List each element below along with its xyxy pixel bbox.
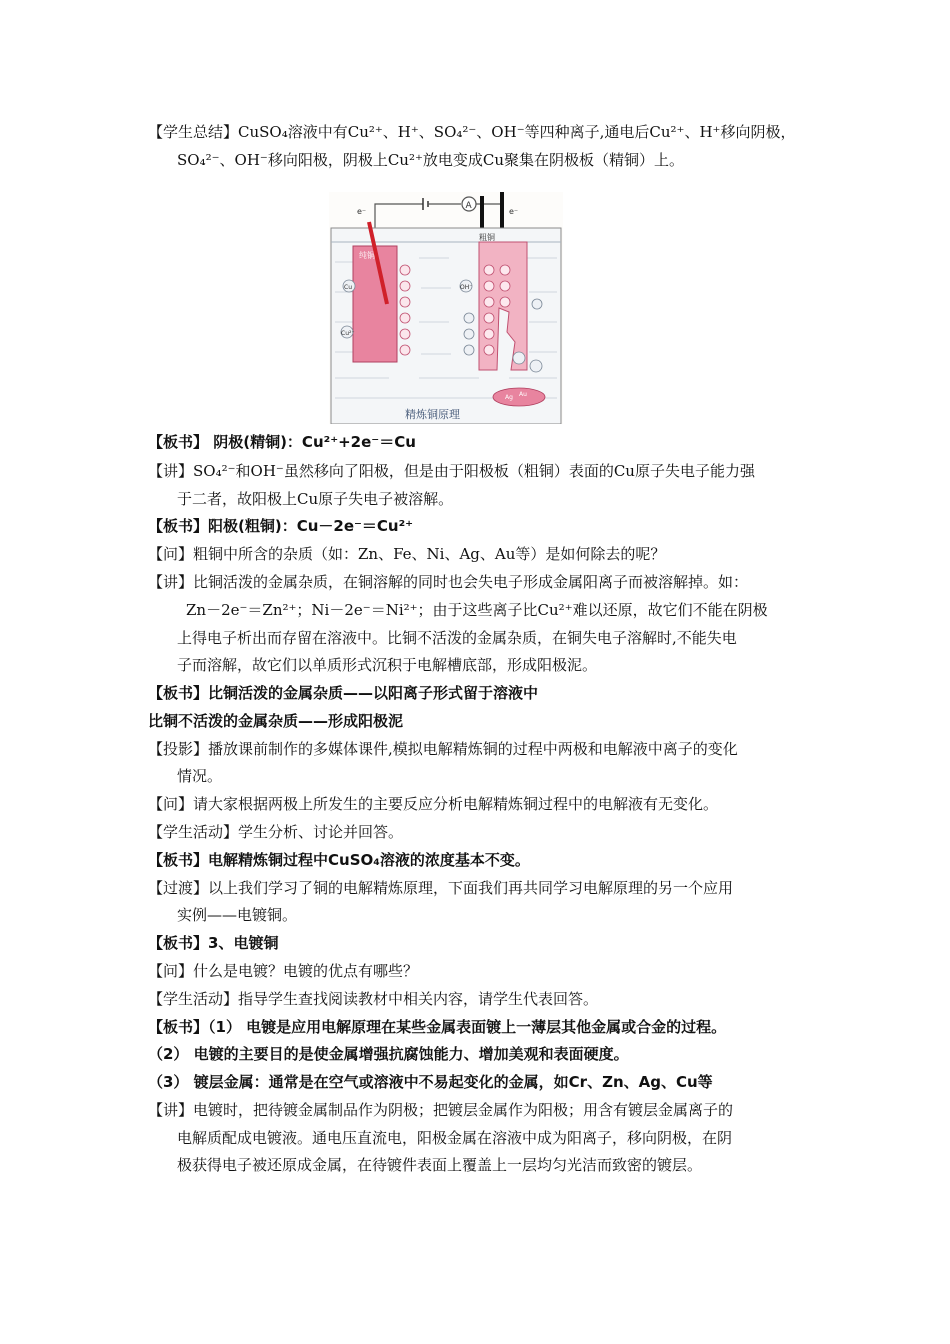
lecture-line-2: 于二者，故阳极上Cu原子失电子被溶解。 [177, 490, 454, 508]
board-concentration: 【板书】电解精炼铜过程中CuSO₄溶液的浓度基本不变。 [148, 851, 530, 869]
board-anode: 【板书】阳极(粗铜)：Cu－2e⁻＝Cu²⁺ [148, 517, 414, 535]
transition-line-2: 实例——电镀铜。 [177, 906, 298, 924]
lecture-plating-3: 极获得电子被还原成金属，在待镀件表面上覆盖上一层均匀光洁而致密的镀层。 [177, 1156, 703, 1174]
lecture-plating-2: 电解质配成电镀液。通电压直流电，阳极金属在溶液中成为阳离子，移向阴极，在阴 [177, 1129, 733, 1147]
svg-text:A: A [465, 201, 472, 211]
board-cathode: 【板书】 阴极(精铜)：Cu²⁺+2e⁻＝Cu [148, 433, 416, 451]
summary-line-2: SO₄²⁻、OH⁻移向阳极，阴极上Cu²⁺放电变成Cu聚集在阴极板（精铜）上。 [177, 151, 685, 169]
question-electrolyte: 【问】请大家根据两极上所发生的主要反应分析电解精炼铜过程中的电解液有无变化。 [148, 795, 719, 813]
svg-text:Au: Au [519, 391, 527, 398]
lecture-plating-1: 【讲】电镀时，把待镀金属制品作为阴极；把镀层金属作为阳极；用含有镀层金属离子的 [148, 1101, 734, 1119]
student-activity-2: 【学生活动】指导学生查找阅读教材中相关内容，请学生代表回答。 [148, 990, 599, 1008]
lecture-line-1: 【讲】SO₄²⁻和OH⁻虽然移向了阳极，但是由于阳极板（粗铜）表面的Cu原子失电子能力强 [148, 462, 755, 480]
electrolysis-cell-illustration [329, 192, 563, 424]
pure-copper-cathode [353, 246, 397, 362]
lecture-impurities-4: 子而溶解，故它们以单质形式沉积于电解槽底部，形成阳极泥。 [177, 656, 598, 674]
svg-text:OH⁻: OH⁻ [460, 284, 473, 291]
lecture-impurities-2: Zn－2e⁻＝Zn²⁺；Ni－2e⁻＝Ni²⁺；由于这些离子比Cu²⁺难以还原，故它们不能在阴极 [186, 601, 768, 619]
board-point-3: （3） 镀层金属：通常是在空气或溶液中不易起变化的金属，如Cr、Zn、Ag、Cu等 [148, 1073, 713, 1091]
question-electroplating: 【问】什么是电镀？电镀的优点有哪些？ [148, 962, 419, 980]
board-point-1: 【板书】（1） 电镀是应用电解原理在某些金属表面镀上一薄层其他金属或合金的过程。 [148, 1018, 727, 1036]
svg-text:纯铜: 纯铜 [359, 251, 375, 260]
summary-line-1: 【学生总结】CuSO₄溶液中有Cu²⁺、H⁺、SO₄²⁻、OH⁻等四种离子,通电后Cu²⁺、H⁺移向阴极， [148, 123, 796, 141]
board-active-impurities: 【板书】比铜活泼的金属杂质——以阳离子形式留于溶液中 [148, 684, 539, 702]
board-electroplating-title: 【板书】3、电镀铜 [148, 934, 279, 952]
svg-text:粗铜: 粗铜 [479, 233, 495, 242]
board-inactive-impurities: 比铜不活泼的金属杂质——形成阳极泥 [148, 712, 404, 730]
transition-line-1: 【过渡】以上我们学习了铜的电解精炼原理，下面我们再共同学习电解原理的另一个应用 [148, 879, 734, 897]
lecture-impurities-3: 上得电子析出而存留在溶液中。比铜不活泼的金属杂质，在铜失电子溶解时,不能失电 [177, 629, 737, 647]
lecture-impurities-1: 【讲】比铜活泼的金属杂质，在铜溶解的同时也会失电子形成金属阳离子而被溶解掉。如： [148, 573, 749, 591]
question-impurities: 【问】粗铜中所含的杂质（如：Zn、Fe、Ni、Ag、Au等）是如何除去的呢？ [148, 545, 666, 563]
svg-text:Cu: Cu [344, 284, 352, 291]
board-point-2: （2） 电镀的主要目的是使金属增强抗腐蚀能力、增加美观和表面硬度。 [148, 1045, 629, 1063]
projection-line-1: 【投影】播放课前制作的多媒体课件,模拟电解精炼铜的过程中两极和电解液中离子的变化 [148, 740, 738, 758]
svg-text:Cu²⁺: Cu²⁺ [341, 330, 355, 337]
projection-line-2: 情况。 [177, 767, 223, 785]
svg-text:Ag: Ag [505, 394, 513, 401]
student-activity-1: 【学生活动】学生分析、讨论并回答。 [148, 823, 404, 841]
copper-refining-diagram [329, 192, 563, 424]
figure-caption: 精炼铜原理 [405, 408, 460, 421]
svg-text:e⁻: e⁻ [357, 207, 367, 216]
svg-text:e⁻: e⁻ [509, 207, 519, 216]
